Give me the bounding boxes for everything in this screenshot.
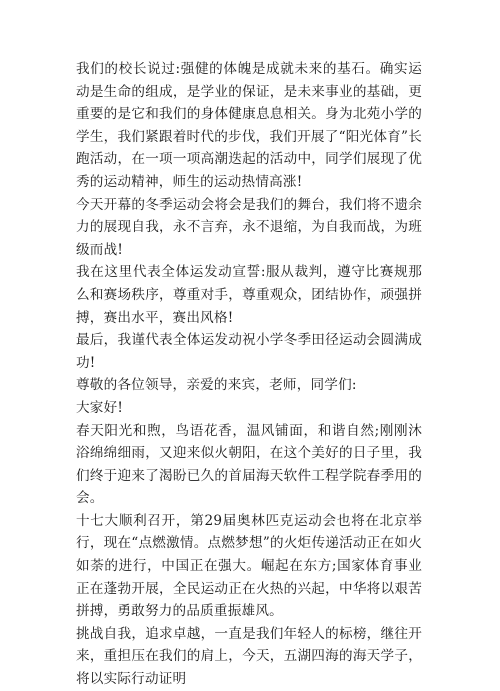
paragraph-greeting: 大家好! xyxy=(76,399,124,416)
paragraph-challenge: 挑战自我，追求卓越，一直是我们年轻人的标榜，继往开来，重担压在我们的肩上，今天，五湖四海的海天学子，将以实际行动证明 xyxy=(76,625,422,688)
paragraph-spring: 春天阳光和煦，鸟语花香，温风铺面，和谐自然;刚刚沐浴绵绵细雨，又迎来似火朝阳，在这个美好的日子里，我们终于迎来了渴盼已久的首届海天软件工程学院春季用的会。 xyxy=(76,422,422,507)
paragraph-oath: 我在这里代表全体运发动宣誓:服从裁判，遵守比赛规那么和赛场秩序，尊重对手，尊重观众，团结协作，顽强拼搏，赛出水平，赛出风格! xyxy=(76,264,422,326)
paragraph-closing-wish: 最后，我谨代表全体运发动祝小学冬季田径运动会圆满成功! xyxy=(76,332,422,371)
paragraph-olympics: 十七大顺利召开，第29届奥林匹克运动会也将在北京举行，现在“点燃激情。点燃梦想”的火炬传递活动正在如火如荼的进行，中国正在强大。崛起在东方;国家体育事业正在蓬勃开展，全民运动正在火热的兴起，中华将以艰苦拼搏，勇敢努力的品质重振雄风。 xyxy=(76,512,422,620)
paragraph-principal-quote: 我们的校长说过:强健的体魄是成就未来的基石。确实运动是生命的组成，是学业的保证，是未来事业的基础，更重要的是它和我们的身体健康息息相关。身为北苑小学的学生，我们紧跟着时代的步伐，我们开展了“阳光体育”长跑活动，在一项一项高潮迭起的活动中，同学们展现了优秀的运动精神，师生的运动热情高涨! xyxy=(76,61,422,190)
document-body xyxy=(76,58,422,691)
paragraph-salutation: 尊敬的各位领导，亲爱的来宾，老师，同学们: xyxy=(76,377,357,394)
paragraph-opening-stage: 今天开幕的冬季运动会将会是我们的舞台，我们将不遗余力的展现自我，永不言弃，永不退缩，为自我而战，为班级而战! xyxy=(76,196,422,258)
